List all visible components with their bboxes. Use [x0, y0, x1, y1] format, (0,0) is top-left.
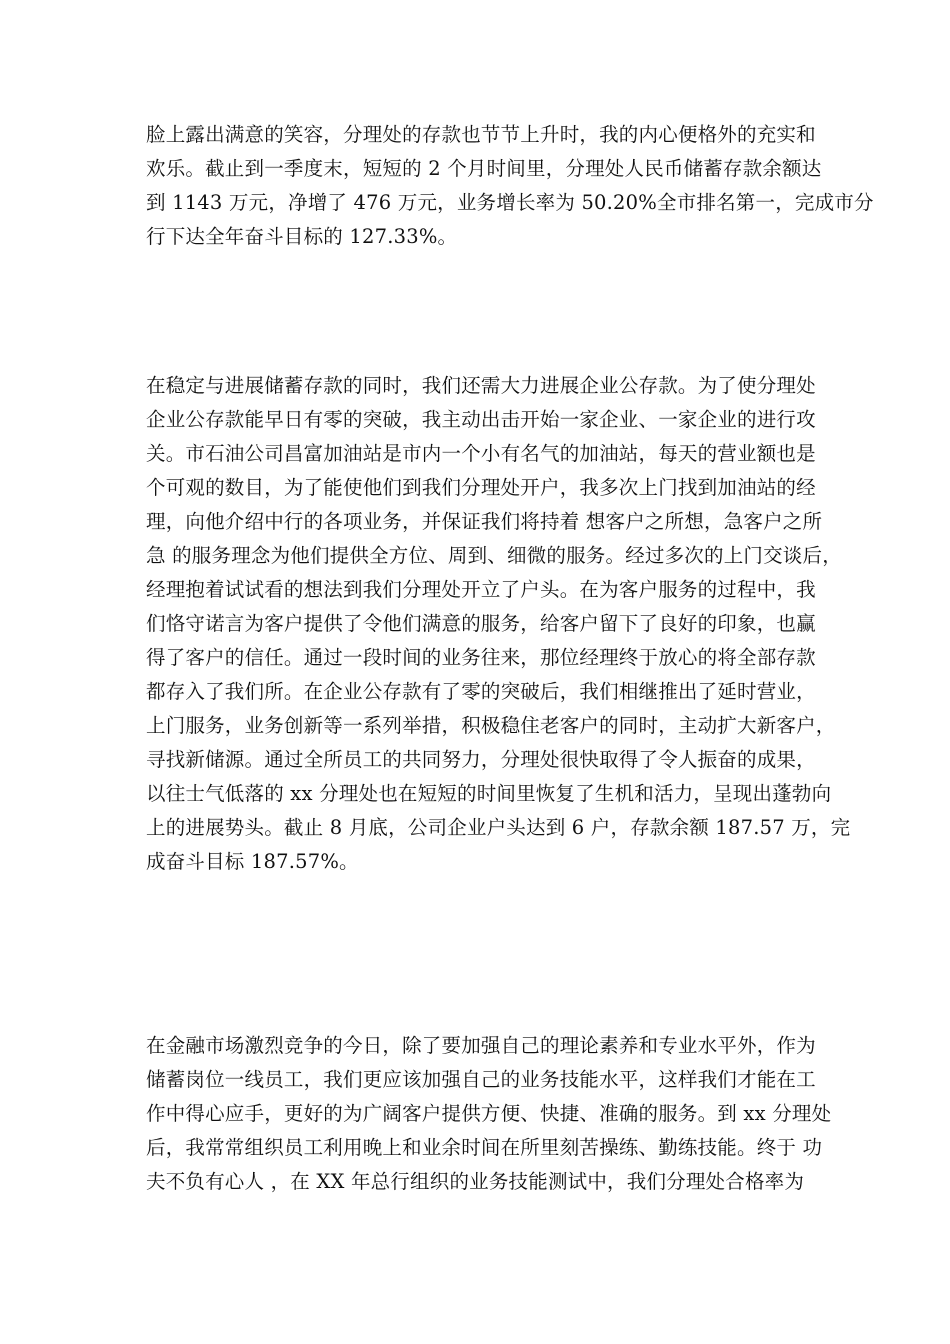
text-line: 后，我常常组织员工利用晚上和业余时间在所里刻苦操练、勤练技能。终于 功: [146, 1136, 823, 1159]
text-line: 上门服务，业务创新等一系列举措，积极稳住老客户的同时，主动扩大新客户，: [146, 714, 836, 737]
text-line: 作中得心应手，更好的为广阔客户提供方便、快捷、准确的服务。到 xx 分理处: [146, 1102, 832, 1125]
text-line: 储蓄岗位一线员工，我们更应该加强自己的业务技能水平，这样我们才能在工: [146, 1068, 816, 1091]
text-line: 关。市石油公司昌富加油站是市内一个小有名气的加油站，每天的营业额也是: [146, 442, 816, 465]
text-line: 脸上露出满意的笑容，分理处的存款也节节上升时，我的内心便格外的充实和: [146, 123, 816, 146]
text-line: 理，向他介绍中行的各项业务，并保证我们将持着 想客户之所想，急客户之所: [146, 510, 823, 533]
text-line: 行下达全年奋斗目标的 127.33%。: [146, 225, 458, 248]
text-line: 以往士气低落的 xx 分理处也在短短的时间里恢复了生机和活力，呈现出蓬勃向: [146, 782, 832, 805]
text-line: 成奋斗目标 187.57%。: [146, 850, 359, 873]
text-line: 在金融市场激烈竞争的今日，除了要加强自己的理论素养和专业水平外，作为: [146, 1034, 816, 1057]
text-line: 上的进展势头。截止 8 月底，公司企业户头达到 6 户，存款余额 187.57 万，完: [146, 816, 851, 839]
text-line: 欢乐。截止到一季度末，短短的 2 个月时间里，分理处人民币储蓄存款余额达: [146, 157, 822, 180]
text-line: 经理抱着试试看的想法到我们分理处开立了户头。在为客户服务的过程中，我: [146, 578, 816, 601]
text-line: 在稳定与进展储蓄存款的同时，我们还需大力进展企业公存款。为了使分理处: [146, 374, 816, 397]
text-line: 到 1143 万元，净增了 476 万元，业务增长率为 50.20%全市排名第一，完成市分: [146, 191, 874, 214]
text-line: 夫不负有心人 ，在 XX 年总行组织的业务技能测试中，我们分理处合格率为: [146, 1170, 805, 1193]
text-line: 都存入了我们所。在企业公存款有了零的突破后，我们相继推出了延时营业，: [146, 680, 816, 703]
text-line: 得了客户的信任。通过一段时间的业务往来，那位经理终于放心的将全部存款: [146, 646, 816, 669]
text-line: 个可观的数目，为了能使他们到我们分理处开户，我多次上门找到加油站的经: [146, 476, 816, 499]
text-line: 企业公存款能早日有零的突破，我主动出击开始一家企业、一家企业的进行攻: [146, 408, 816, 431]
text-line: 寻找新储源。通过全所员工的共同努力，分理处很快取得了令人振奋的成果，: [146, 748, 816, 771]
text-line: 急 的服务理念为他们提供全方位、周到、细微的服务。经过多次的上门交谈后，: [146, 544, 842, 567]
text-line: 们恪守诺言为客户提供了令他们满意的服务，给客户留下了良好的印象，也赢: [146, 612, 816, 635]
